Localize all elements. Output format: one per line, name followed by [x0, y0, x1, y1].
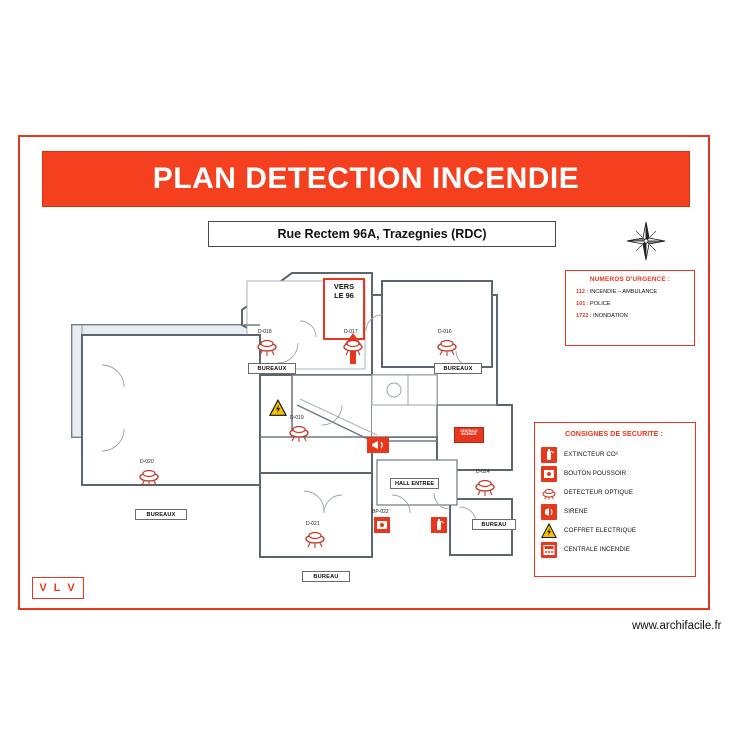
plan-frame — [18, 135, 710, 610]
detector-code-d017: D-017 — [344, 329, 358, 335]
legend-item-sirene — [541, 502, 689, 521]
legend-item-label: EXTINCTEUR CO² — [564, 451, 618, 458]
emergency-numbers-box — [565, 270, 695, 346]
compass-rose — [624, 219, 668, 263]
exit-sign-line2: LE 96 — [334, 290, 354, 300]
exit-sign-line1: VERS — [333, 282, 355, 291]
page-title: PLAN DETECTION INCENDIE — [152, 162, 580, 195]
optical-detector-icon — [136, 467, 162, 487]
emergency-row — [572, 313, 688, 319]
legend-item-label: COFFRET ELECTRIQUE — [564, 527, 637, 534]
emergency-label: : INCENDIE – AMBULANCE — [586, 289, 658, 295]
plan-title-banner — [42, 151, 690, 207]
emergency-row — [572, 301, 688, 307]
legend-item-extincteur — [541, 445, 689, 464]
detector-code-bp022: BP-022 — [372, 509, 389, 515]
address-text: Rue Rectem 96A, Trazegnies (RDC) — [277, 227, 487, 241]
legend-item-label: DETECTEUR OPTIQUE — [564, 489, 634, 496]
emergency-number: 112 — [576, 289, 586, 295]
room-label-bureau-south: BUREAU — [302, 571, 350, 582]
emergency-label: : POLICE — [586, 301, 611, 307]
optical-detector-icon — [472, 477, 498, 497]
fire-panel-label: CENTRALE INCENDIE — [460, 429, 478, 437]
emergency-title: NUMEROS D'URGENCE : — [589, 276, 671, 283]
legend-item-label: BOUTON POUSSOIR — [564, 470, 627, 477]
siren-icon — [367, 437, 389, 453]
emergency-number: 1722 — [576, 313, 589, 319]
detector-code-d020: D-020 — [140, 459, 154, 465]
emergency-label: : INONDATION — [590, 313, 628, 319]
room-label-bureau-east: BUREAU — [472, 519, 516, 530]
emergency-row — [572, 289, 688, 295]
optical-detector-icon — [302, 529, 328, 549]
detector-code-d024: D-024 — [476, 469, 490, 475]
room-label-bureaux-west: BUREAUX — [135, 509, 187, 520]
emergency-number: 101 — [576, 301, 586, 307]
room-label-bureaux-ne: BUREAUX — [434, 363, 482, 374]
legend-item-centrale-incendie — [541, 540, 689, 559]
optical-detector-icon — [434, 337, 460, 357]
footer-url: www.archifacile.fr — [632, 620, 722, 632]
room-label-bureaux-nw: BUREAUX — [248, 363, 296, 374]
fire-panel-icon — [454, 427, 484, 443]
extinguisher-icon — [431, 517, 447, 533]
detector-code-d019: D-019 — [290, 415, 304, 421]
legend-item-coffret-electrique — [541, 521, 689, 540]
optical-detector-icon — [340, 337, 366, 357]
push-button-icon — [374, 517, 390, 533]
legend-item-label: SIRENE — [564, 508, 588, 515]
company-stamp-text: V L V — [39, 582, 77, 594]
electrical-cabinet-icon — [269, 399, 287, 417]
safety-legend-box — [534, 422, 696, 577]
legend-item-bouton-poussoir — [541, 464, 689, 483]
detector-code-d021: D-021 — [306, 521, 320, 527]
optical-detector-icon — [286, 423, 312, 443]
legend-item-label: CENTRALE INCENDIE — [564, 546, 630, 553]
detector-code-d016: D-016 — [438, 329, 452, 335]
optical-detector-icon — [254, 337, 280, 357]
address-box — [208, 221, 556, 247]
detector-code-d018: D-018 — [258, 329, 272, 335]
legend-title: CONSIGNES DE SECURITE : — [565, 429, 663, 438]
legend-item-detecteur-optique — [541, 483, 689, 502]
room-label-hall-entree: HALL ENTREE — [390, 478, 439, 489]
